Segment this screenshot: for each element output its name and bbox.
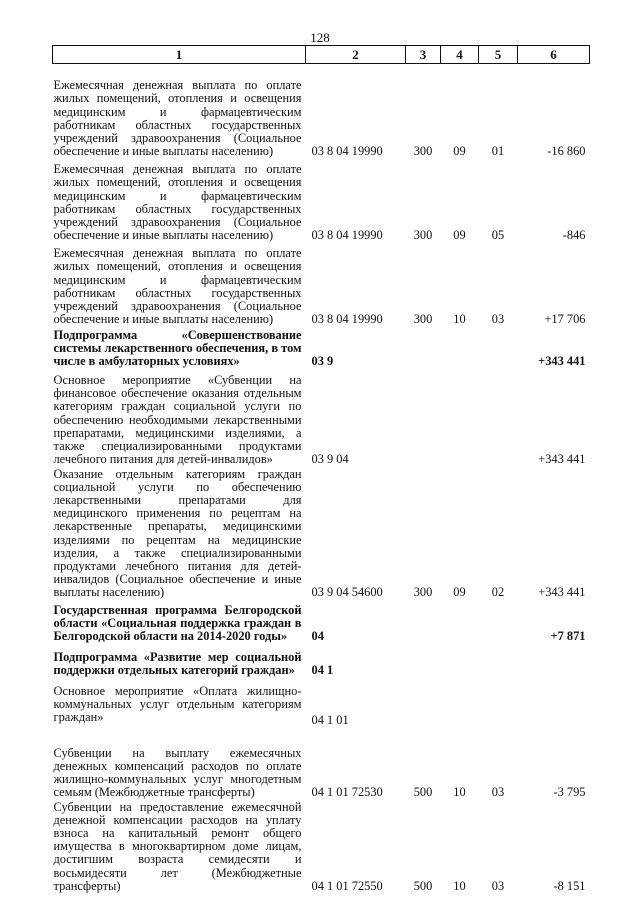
header-col-2: 2: [306, 46, 406, 64]
row-code: 03 9 04 54600: [311, 585, 383, 600]
row-col-3: [406, 370, 441, 468]
table-body: [53, 64, 590, 894]
row-name: Государственная программа Белгородской области «Социальная поддержка граждан в Белгородской области на 2014-2020 годы»: [53, 602, 302, 644]
row-code: 04: [311, 629, 324, 644]
row-col-4: 09: [453, 228, 466, 243]
row-col-5: [479, 601, 518, 645]
row-col-4: [441, 328, 479, 370]
row-amount: +343 441: [538, 585, 586, 600]
row-col-4: [441, 601, 479, 645]
row-col-3: [406, 328, 441, 370]
row-code: 04 1 01 72550: [311, 878, 383, 893]
table-row: [53, 468, 590, 601]
table-row: [53, 160, 590, 244]
row-col-5: [479, 679, 518, 729]
table-row: [53, 328, 590, 370]
row-amount: +17 706: [544, 312, 586, 327]
table-row: [53, 64, 590, 160]
row-code: 03 9: [311, 354, 334, 369]
row-col-3: 500: [413, 785, 433, 800]
budget-table: [52, 45, 590, 894]
row-col-3: 300: [413, 585, 433, 600]
row-col-3: 500: [413, 878, 433, 893]
row-col-4: 09: [453, 585, 466, 600]
row-amount: +343 441: [538, 354, 586, 369]
table-row: [53, 729, 590, 801]
row-col-3: 300: [413, 144, 433, 159]
table-row: [53, 801, 590, 894]
row-amount: +7 871: [550, 629, 586, 644]
row-amount: -846: [562, 228, 586, 243]
row-col-3: [406, 601, 441, 645]
table-header: [53, 46, 590, 64]
header-col-3: 3: [406, 46, 441, 64]
row-col-4: 10: [453, 785, 466, 800]
header-col-5: 5: [479, 46, 518, 64]
row-col-5: 02: [491, 585, 505, 600]
row-col-5: [479, 328, 518, 370]
row-name: Субвенции на выплату ежемесячных денежных компенсаций расходов по оплате жилищно-коммунальных услуг многодетным семьям (Межбюджетные трансферты): [53, 745, 302, 800]
row-name: Субвенции на предоставление ежемесячной денежной компенсации расходов на уплату взноса на капитальный ремонт общего имущества в многоквартирном доме лицам, достигшим возраста семидесяти и восьмидесяти лет (Межбюджетные трансферты): [53, 799, 302, 893]
row-name: Ежемесячная денежная выплата по оплате жилых помещений, отопления и освещения медицинским и фармацевтическим работникам областных государственных учреждений здравоохранения (Социальное обеспечение и иные выплаты населению): [53, 162, 302, 243]
row-col-5: 03: [491, 878, 505, 893]
row-amount: -3 795: [553, 785, 586, 800]
row-code: 04 1: [311, 663, 334, 678]
row-col-4: [441, 679, 479, 729]
row-col-5: [479, 370, 518, 468]
row-amount: [518, 645, 590, 679]
row-col-3: 300: [413, 228, 433, 243]
row-name: Основное мероприятие «Субвенции на финансовое обеспечение оказания отдельным категориям граждан социальной услуги по обеспечению необходимыми лекарственными препаратами, медицинскими изделиями, а также специализированными продуктами лечебного питания для детей-инвалидов»: [53, 373, 302, 467]
row-amount: [518, 679, 590, 729]
row-code: 04 1 01: [311, 713, 349, 728]
table-row: [53, 601, 590, 645]
header-col-6: 6: [518, 46, 590, 64]
row-code: 03 8 04 19990: [311, 228, 383, 243]
row-col-3: [406, 679, 441, 729]
row-col-3: 300: [413, 312, 433, 327]
row-col-4: 09: [453, 144, 466, 159]
row-code: 03 9 04: [311, 452, 349, 467]
header-col-1: 1: [53, 46, 306, 64]
row-code: 03 8 04 19990: [311, 144, 383, 159]
row-col-5: 05: [491, 228, 505, 243]
row-name: Ежемесячная денежная выплата по оплате жилых помещений, отопления и освещения медицинским и фармацевтическим работникам областных государственных учреждений здравоохранения (Социальное обеспечение и иные выплаты населению): [53, 246, 302, 327]
row-col-4: 10: [453, 878, 466, 893]
row-name: Оказание отдельным категориям граждан социальной услуги по обеспечению лекарственными препаратами для медицинского применения по рецептам на лекарственные препараты, медицинскими изделиями по рецептам на медицинские изделия, а также специализированными продуктами лечебного питания для детей-инвалидов (Социальное обеспечение и иные выплаты населению): [53, 466, 302, 600]
row-col-5: 03: [491, 312, 505, 327]
row-col-5: 01: [491, 144, 505, 159]
table-row: [53, 645, 590, 679]
table-row: [53, 370, 590, 468]
row-amount: -8 151: [553, 878, 586, 893]
table-row: [53, 679, 590, 729]
row-col-3: [406, 645, 441, 679]
row-col-4: [441, 370, 479, 468]
row-col-4: 10: [453, 312, 466, 327]
header-col-4: 4: [441, 46, 479, 64]
row-name: Подпрограмма «Развитие мер социальной поддержки отдельных категорий граждан»: [53, 650, 302, 678]
header-row: [53, 46, 590, 64]
row-col-5: [479, 645, 518, 679]
row-name: Основное мероприятие «Оплата жилищно-коммунальных услуг отдельным категориям граждан»: [53, 683, 302, 724]
row-amount: -16 860: [547, 144, 586, 159]
table-row: [53, 244, 590, 328]
row-name: Подпрограмма «Совершенствование системы лекарственного обеспечения, в том числе в амбулаторных условиях»: [53, 327, 302, 369]
row-name: Ежемесячная денежная выплата по оплате жилых помещений, отопления и освещения медицинским и фармацевтическим работникам областных государственных учреждений здравоохранения (Социальное обеспечение и иные выплаты населению): [53, 78, 302, 159]
row-code: 04 1 01 72530: [311, 785, 383, 800]
row-col-5: 03: [491, 785, 505, 800]
page-number: 128: [310, 30, 330, 45]
row-amount: +343 441: [538, 452, 586, 467]
row-code: 03 8 04 19990: [311, 312, 383, 327]
row-col-4: [441, 645, 479, 679]
